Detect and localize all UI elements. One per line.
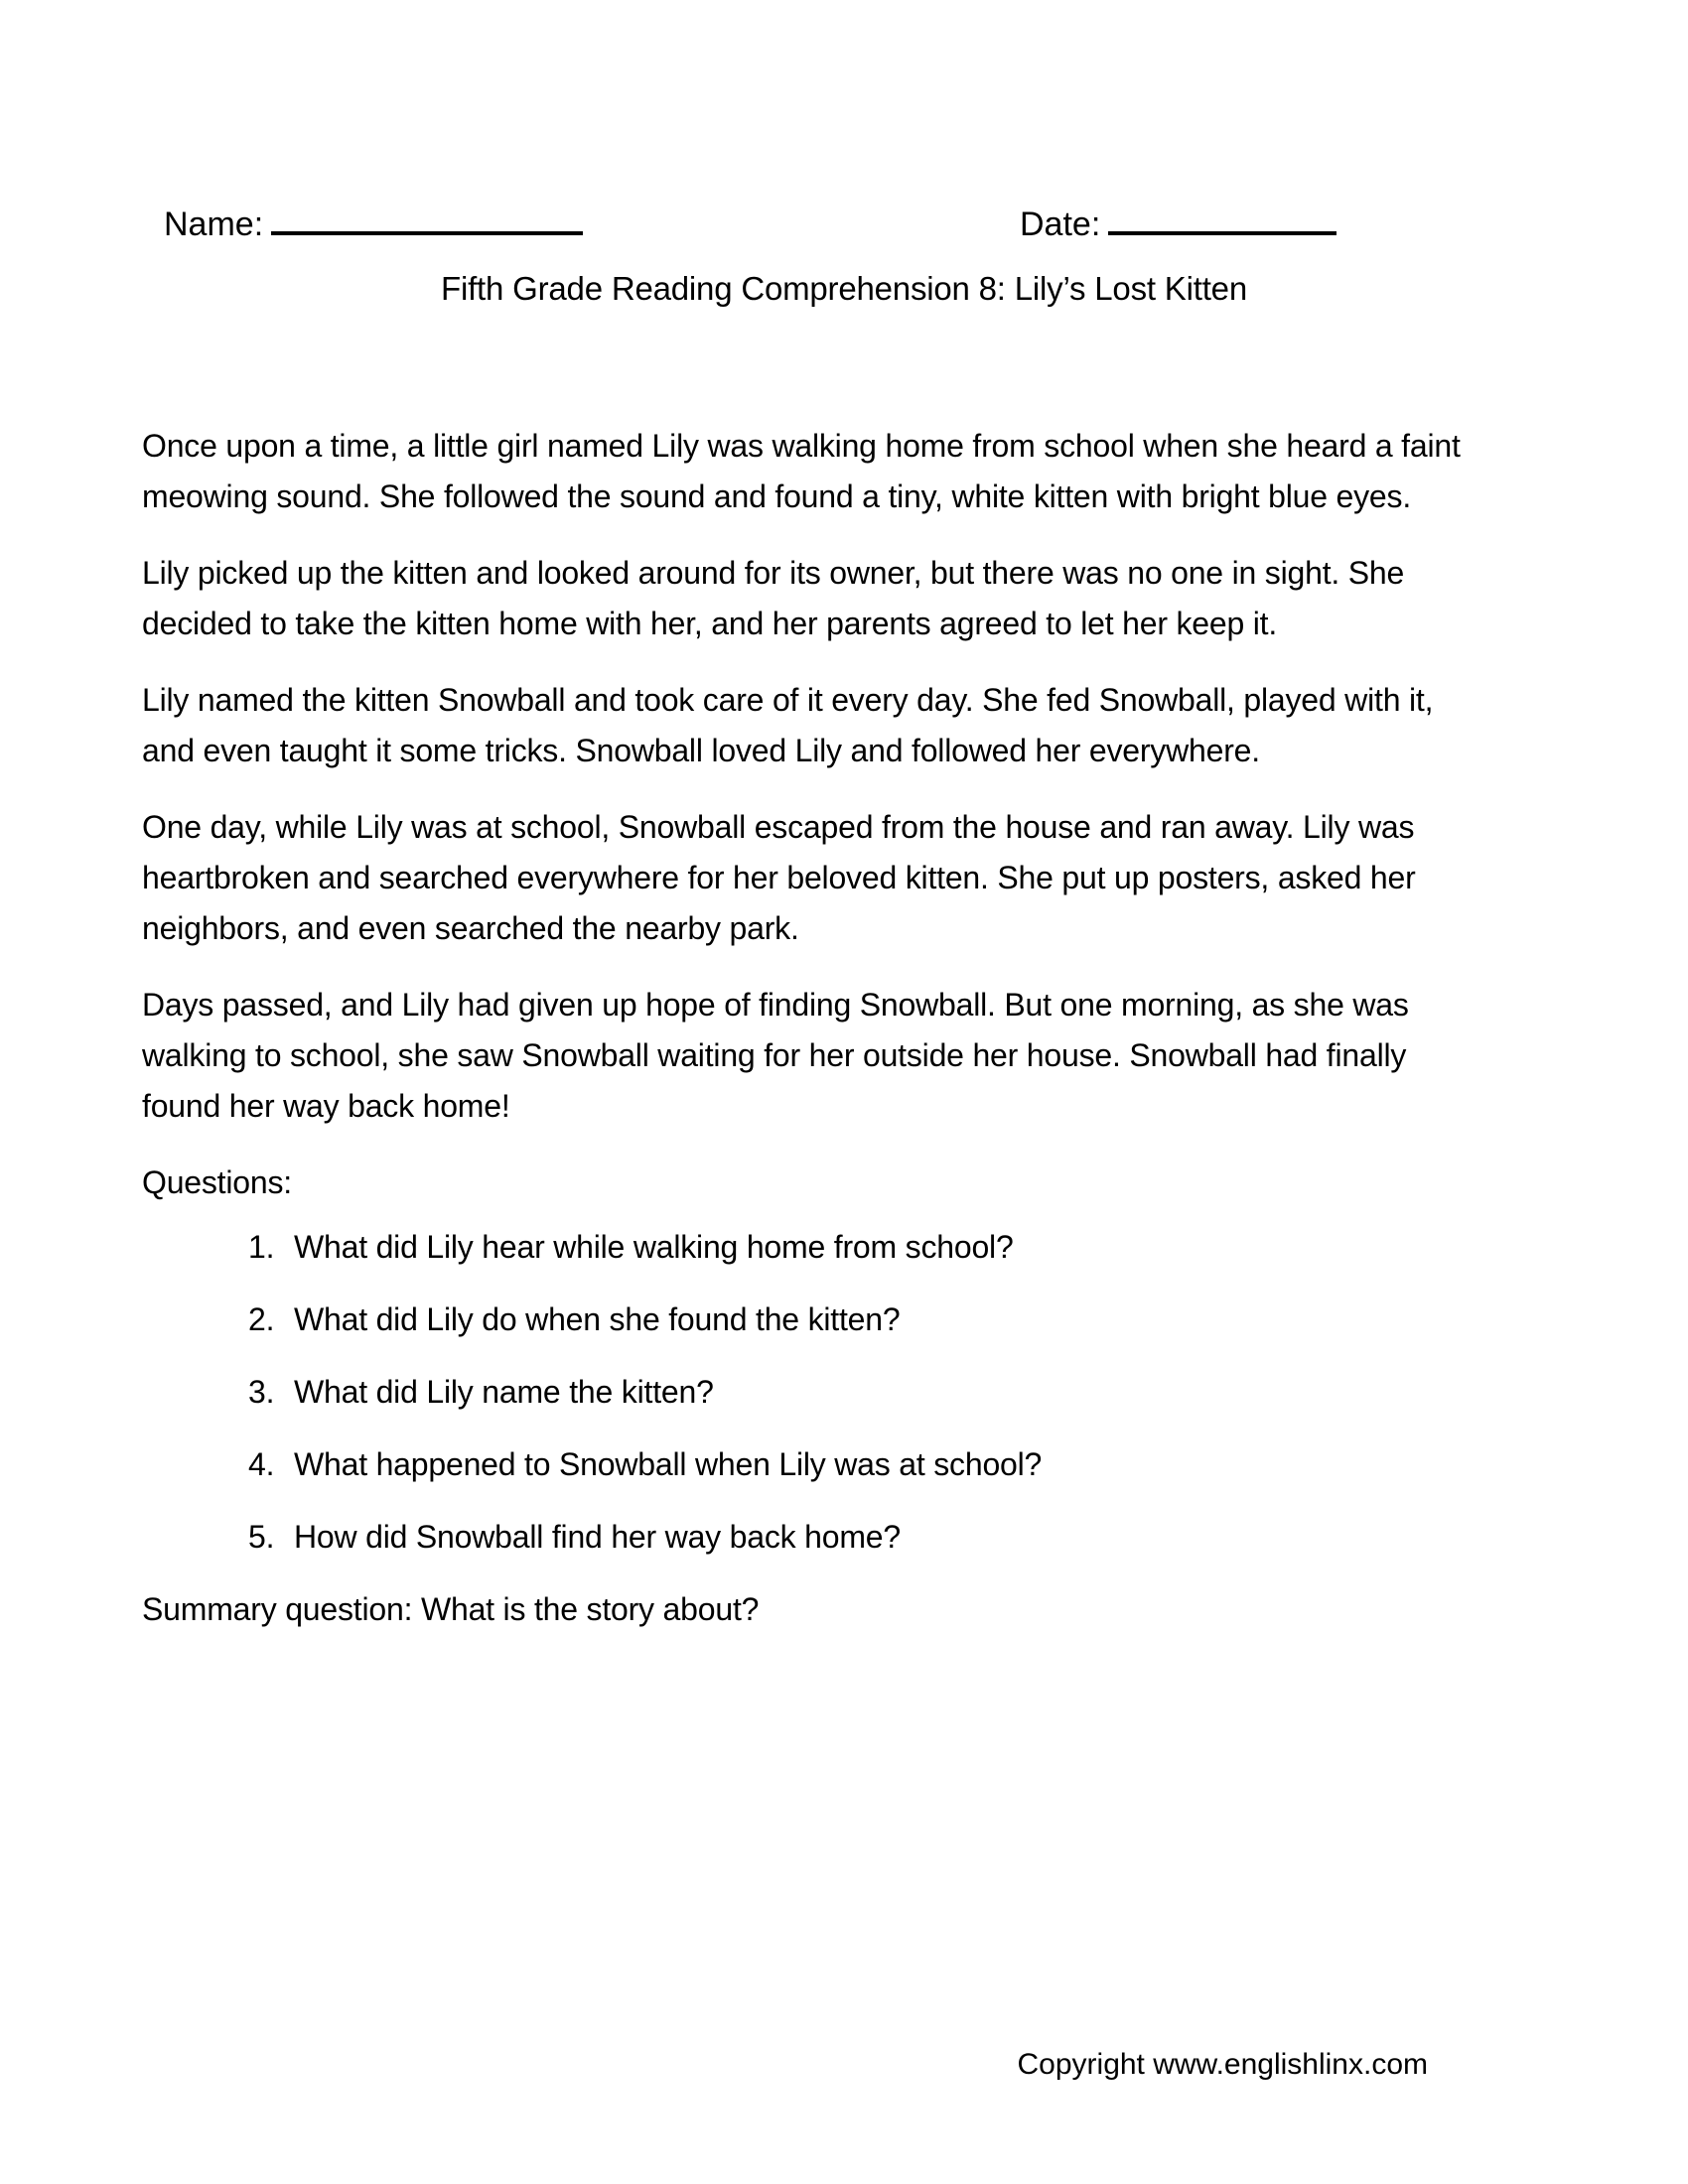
story-paragraph: One day, while Lily was at school, Snowball escaped from the house and ran away. Lily was heartbroken and searched everywhere for her beloved kitten. She put up posters, asked her neighbors, and even searched the nearby park. xyxy=(142,809,1416,946)
date-field-group xyxy=(1020,205,1336,244)
questions-list xyxy=(142,1222,1465,1563)
worksheet-title: Fifth Grade Reading Comprehension 8: Lily’s Lost Kitten xyxy=(440,270,1247,307)
questions-heading: Questions: xyxy=(142,1164,292,1200)
date-blank-line xyxy=(1108,231,1336,235)
story-paragraph: Lily named the kitten Snowball and took care of it every day. She fed Snowball, played with it, and even taught it some tricks. Snowball loved Lily and followed her everywhere. xyxy=(142,682,1434,768)
date-label: Date: xyxy=(1020,205,1101,243)
question-number: 2. xyxy=(248,1301,275,1337)
question-number: 1. xyxy=(248,1229,275,1265)
question-item xyxy=(142,1295,1465,1345)
story-paragraph: Days passed, and Lily had given up hope of finding Snowball. But one morning, as she was walking to school, she saw Snowball waiting for her outside her house. Snowball had finally found her way back home! xyxy=(142,987,1409,1124)
summary-question: Summary question: What is the story about? xyxy=(142,1591,760,1627)
story-paragraph: Once upon a time, a little girl named Lily was walking home from school when she heard a faint meowing sound. She followed the sound and found a tiny, white kitten with bright blue eyes. xyxy=(142,428,1461,514)
question-number: 5. xyxy=(248,1519,275,1555)
question-text: What did Lily hear while walking home from school? xyxy=(294,1229,1014,1265)
story-paragraph: Lily picked up the kitten and looked around for its owner, but there was no one in sight. She decided to take the kitten home with her, and her parents agreed to let her keep it. xyxy=(142,555,1405,641)
question-text: What happened to Snowball when Lily was at school? xyxy=(294,1446,1043,1482)
question-text: What did Lily name the kitten? xyxy=(294,1374,714,1410)
question-item xyxy=(142,1367,1465,1418)
name-label: Name: xyxy=(164,205,264,243)
name-blank-line xyxy=(271,231,583,235)
name-field-group xyxy=(164,205,583,244)
question-number: 3. xyxy=(248,1374,275,1410)
question-item xyxy=(142,1222,1465,1273)
copyright-notice: Copyright www.englishlinx.com xyxy=(1017,2048,1428,2081)
question-item xyxy=(142,1439,1465,1490)
question-item xyxy=(142,1512,1465,1563)
question-number: 4. xyxy=(248,1446,275,1482)
story-body xyxy=(142,421,1465,1635)
question-text: What did Lily do when she found the kitten? xyxy=(294,1301,901,1337)
question-text: How did Snowball find her way back home? xyxy=(294,1519,902,1555)
